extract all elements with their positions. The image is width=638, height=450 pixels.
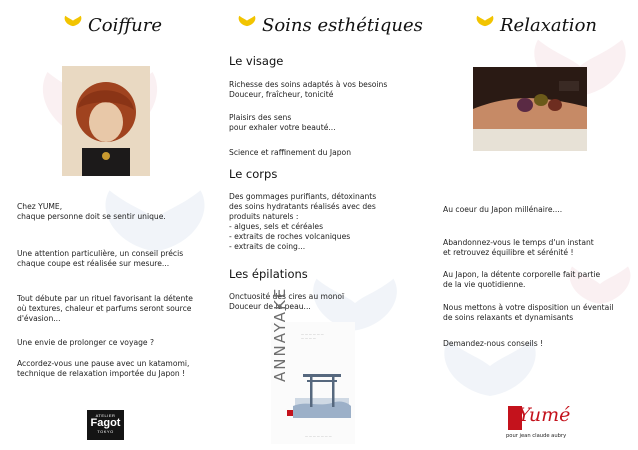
relaxation-text-5: Demandez-nous conseils ! [443,339,544,348]
logo-bottom-text: TOKYO [97,429,114,434]
soins-title: Soins esthétiques [262,14,423,36]
yume-logo [504,402,574,444]
yume-logo-subtitle: pour jean claude aubry [506,433,567,439]
hairstyle-photo [62,66,150,176]
torii-illustration [289,362,353,426]
coiffure-heading [62,14,162,36]
relaxation-column [426,0,638,450]
relaxation-title: Relaxation [500,14,597,36]
red-stamp [287,410,293,416]
epilations-text: Onctuosité des cires au monoï Douceur de la peau... [229,292,345,311]
coiffure-column [0,0,212,450]
coiffure-text-5: Accordez-vous une pause avec un katamomi, technique de relaxation importée du Japon ! [17,359,190,378]
visage-text-1: Richesse des soins adaptés à vos besoins Douceur, fraîcheur, tonicité [229,80,388,99]
annayake-title: ANNAYAKE [271,286,289,382]
ginkgo-leaf-icon [62,14,84,36]
visage-text-3: Science et raffinement du Japon [229,148,352,157]
massage-photo [473,67,587,151]
coiffure-text-3: Tout débute par un rituel favorisant la détente où textures, chaleur et parfums seront source d'évasion... [17,294,193,323]
coiffure-text-2: Une attention particulière, un conseil précis chaque coupe est réalisée sur mesure... [17,249,184,268]
atelier-fagot-logo [87,410,124,440]
corps-heading: Le corps [229,167,278,181]
book-fine-print: — — — — — — [301,332,324,336]
relaxation-heading [474,14,597,36]
soins-heading [236,14,423,36]
yume-logo-word: Yumé [518,404,571,426]
coiffure-text-1: Chez YUME, chaque personne doit se sentir unique. [17,202,166,221]
coiffure-title: Coiffure [88,14,162,36]
relaxation-text-4: Nous mettons à votre disposition un éventail de soins relaxants et dynamisants [443,303,614,322]
corps-text: Des gommages purifiants, détoxinants des soins hydratants réalisés avec des produits naturels : - algues, sels et céréales - extraits de roches volcaniques - extraits de coing... [229,192,377,251]
book-fine-print: — — — — — — — [305,434,332,438]
logo-top-text: ATELIER [95,413,116,418]
book-fine-print: — — — — [301,336,316,340]
coiffure-text-4: Une envie de prolonger ce voyage ? [17,338,155,347]
relaxation-text-3: Au Japon, la détente corporelle fait partie de la vie quotidienne. [443,270,601,289]
ginkgo-leaf-icon [236,14,258,36]
ginkgo-leaf-icon [474,14,496,36]
epilations-heading: Les épilations [229,267,308,281]
visage-text-2: Plaisirs des sens pour exhaler votre beauté... [229,113,336,132]
relaxation-text-2: Abandonnez-vous le temps d'un instant et retrouvez équilibre et sérénité ! [443,238,594,257]
logo-main-text: Fagot [90,417,121,429]
visage-heading: Le visage [229,54,284,68]
relaxation-text-1: Au coeur du Japon millénaire.... [443,205,563,214]
